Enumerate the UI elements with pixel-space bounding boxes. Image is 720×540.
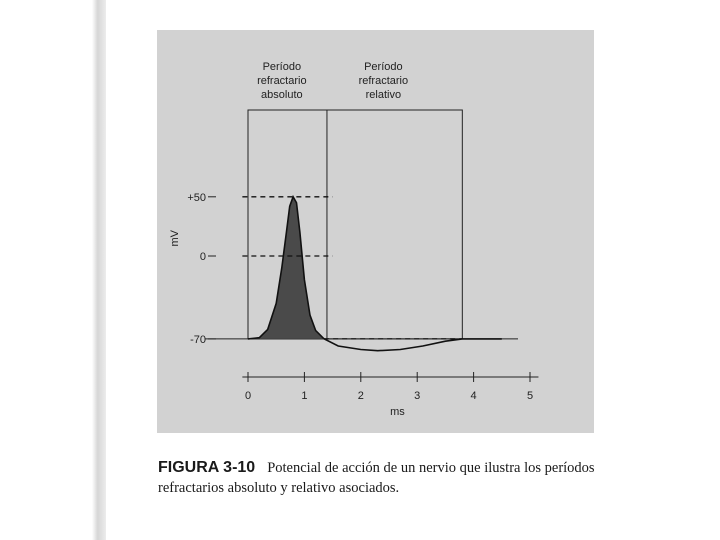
x-tick-label-5: 5 [526,390,534,402]
x-tick-label-3: 3 [414,390,421,402]
x-tick-label-1: 1 [301,390,308,402]
x-tick-label-4: 4 [470,390,477,402]
caption-text: Potencial de acción de un nervio que ilustra los períodos refractarios absoluto y relativo asociados. [158,460,595,496]
period-1-label-line-0: Período [364,61,403,73]
y-tick-label-2: -70 [190,333,206,346]
period-1-label-line-2: relativo [365,89,402,101]
caption-label: FIGURA 3-10 [158,459,256,476]
x-tick-label-0: 0 [244,390,252,402]
period-1-label-line-1: refractario [358,75,409,87]
period-0-label-line-0: Período [262,61,302,73]
period-0-label-line-1: refractario [257,75,307,87]
period-0-label-line-2: absoluto [261,89,303,101]
x-axis-title: ms [390,406,405,418]
y-axis-title: mV [169,229,181,247]
figure-caption [158,458,608,498]
y-tick-label-0: +50 [187,191,206,204]
x-tick-label-2: 2 [357,390,364,402]
y-tick-label-1: 0 [199,251,206,263]
absolute-refractory-fill [248,197,324,339]
